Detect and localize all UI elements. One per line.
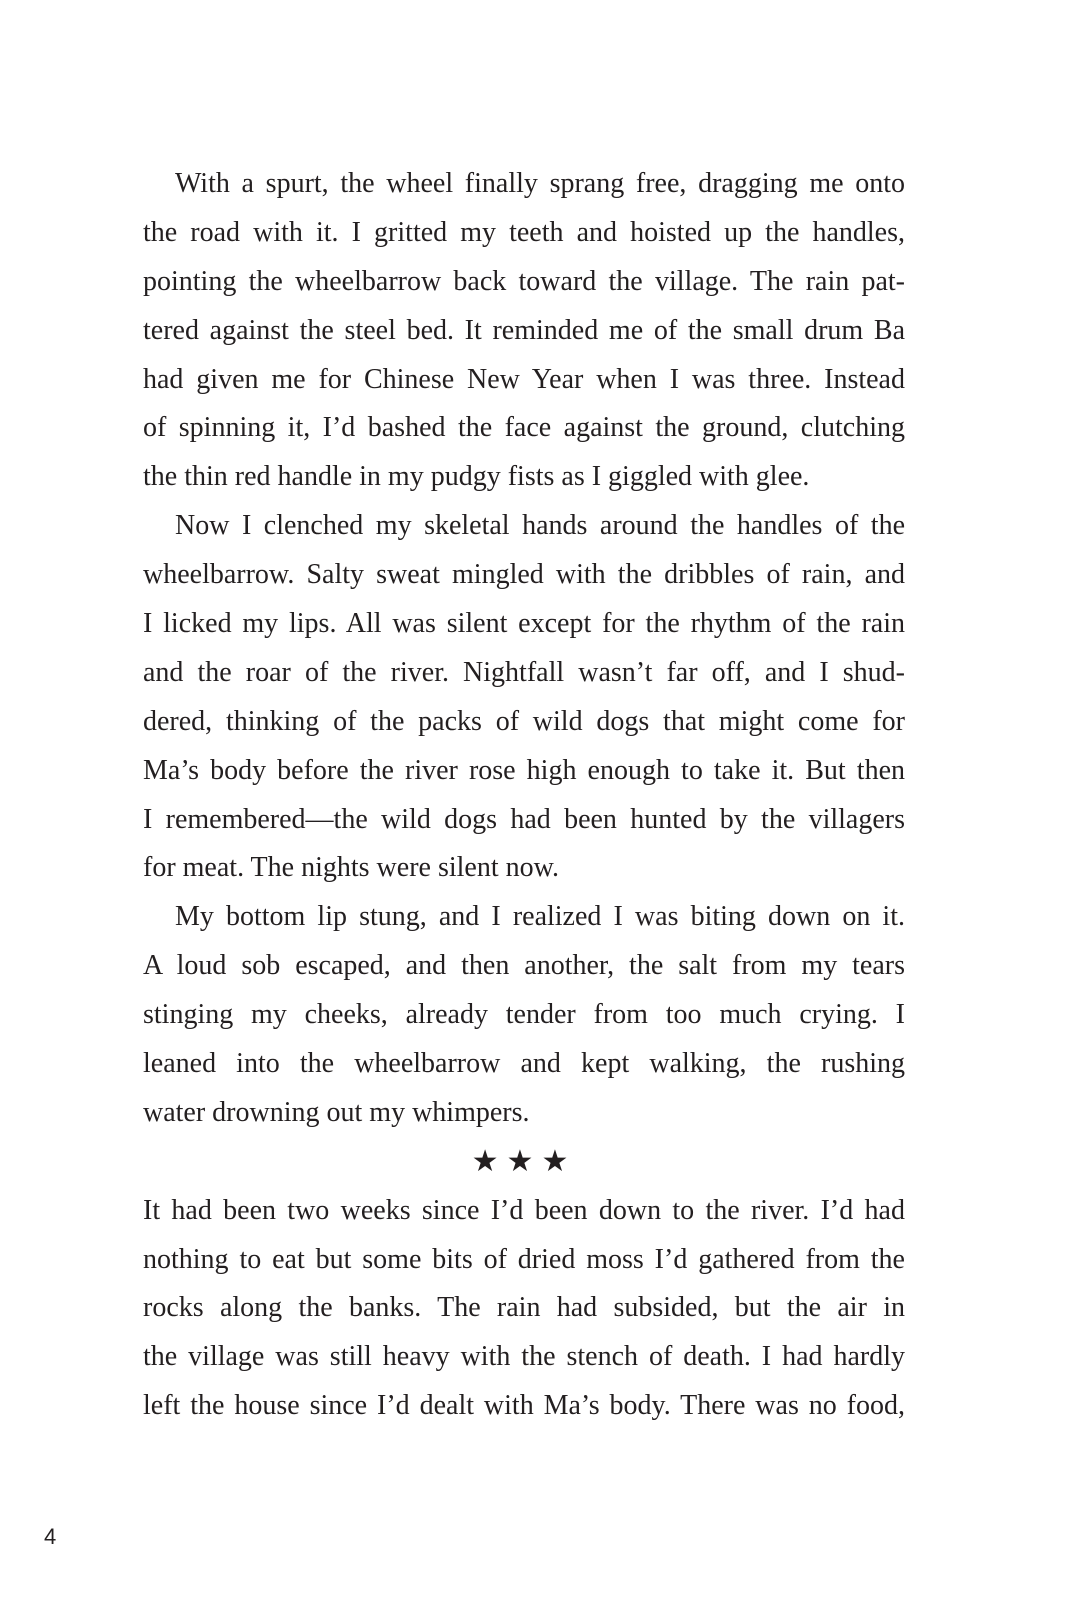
text-line: wheelbarrow. Salty sweat mingled with the dribbles of rain, and [143, 559, 905, 591]
text-line: My bottom lip stung, and I realized I was biting down on it. [175, 901, 905, 933]
text-line: left the house since I’d dealt with Ma’s body. There was no food, [143, 1390, 905, 1422]
text-line: rocks along the banks. The rain had subsided, but the air in [143, 1292, 905, 1324]
scene-break-stars: ★★★ [471, 1143, 577, 1179]
text-line: Ma’s body before the river rose high enough to take it. But then [143, 754, 905, 786]
body-text [143, 160, 905, 1431]
text-line: A loud sob escaped, and then another, the salt from my tears [143, 950, 905, 982]
text-line: water drowning out my whimpers. [143, 1096, 530, 1128]
text-line: of spinning it, I’d bashed the face against the ground, clutching [143, 412, 905, 444]
text-line: the village was still heavy with the stench of death. I had hardly [143, 1341, 905, 1373]
text-line: I licked my lips. All was silent except for the rhythm of the rain [143, 608, 905, 640]
text-line: I remembered—the wild dogs had been hunted by the villagers [143, 803, 905, 835]
text-line: tered against the steel bed. It reminded me of the small drum Ba [143, 314, 905, 346]
text-line: the thin red handle in my pudgy fists as I giggled with glee. [143, 461, 810, 493]
text-line: dered, thinking of the packs of wild dogs that might come for [143, 705, 905, 737]
text-line: leaned into the wheelbarrow and kept walking, the rushing [143, 1048, 905, 1080]
text-line: With a spurt, the wheel finally sprang free, dragging me onto [175, 168, 905, 199]
page-number: 4 [44, 1524, 57, 1549]
text-line: had given me for Chinese New Year when I was three. Instead [143, 363, 905, 395]
text-line: the road with it. I gritted my teeth and hoisted up the handles, [143, 216, 905, 248]
text-line: Now I clenched my skeletal hands around the handles of the [175, 510, 905, 542]
text-line: pointing the wheelbarrow back toward the village. The rain pat- [143, 265, 905, 297]
text-line: for meat. The nights were silent now. [143, 852, 560, 884]
text-line: stinging my cheeks, already tender from too much crying. I [143, 999, 905, 1031]
text-line: It had been two weeks since I’d been down to the river. I’d had [143, 1194, 905, 1226]
text-line: nothing to eat but some bits of dried moss I’d gathered from the [143, 1243, 905, 1275]
text-line: and the roar of the river. Nightfall wasn’t far off, and I shud- [143, 656, 905, 688]
